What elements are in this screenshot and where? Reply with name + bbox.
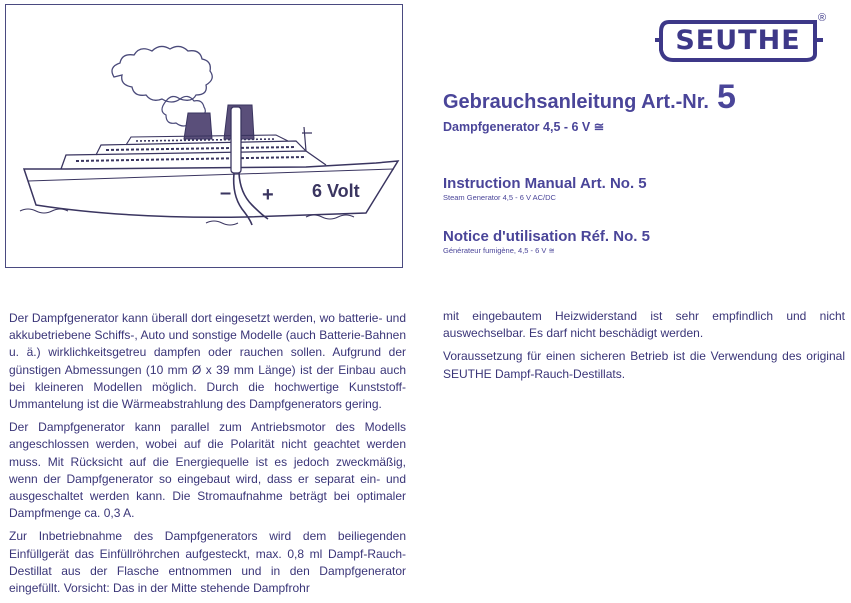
minus-label: –: [220, 182, 232, 204]
ship-illustration: [5, 4, 403, 268]
french-subtitle: Générateur fumigène, 4,5 - 6 V ≅: [443, 246, 555, 255]
left-paragraph-2: Der Dampfgenerator kann parallel zum Antriebsmotor des Modells angeschlossen werden, wobei auf die Polarität nicht geachtet werden muss. Mit Rücksicht auf die Energiequelle ist es jedoch zweckmäßig, wenn der Dampfgenerator so eingebaut wird, dass er separat ein- und ausgeschaltet werden kann. Die Stromaufnahme beträgt bei optimaler Dampfmenge ca. 0,3 A.: [9, 420, 406, 521]
steam-ship-drawing: [6, 5, 404, 269]
main-heading: [443, 78, 736, 117]
plus-label: +: [262, 184, 274, 206]
right-column: [443, 308, 845, 389]
smoke-cloud-icon: [112, 46, 212, 102]
right-paragraph-2: Voraussetzung für einen sicheren Betrieb ist die Verwendung des original SEUTHE Dampf-Rauch-Destillats.: [443, 349, 845, 381]
heading-title: Gebrauchsanleitung Art.-Nr.: [443, 91, 709, 113]
heading-subtitle: Dampfgenerator 4,5 - 6 V ≅: [443, 120, 605, 134]
steam-generator-tube: [231, 107, 241, 173]
right-paragraph-1: mit eingebautem Heizwiderstand ist sehr empfindlich und nicht auswechselbar. Es darf nicht beschädigt werden.: [443, 309, 845, 341]
left-column: [9, 310, 406, 603]
logo-text: SEUTHE: [675, 24, 801, 56]
left-paragraph-3: Zur Inbetriebnahme des Dampfgenerators wird dem beiliegenden Einfüllgerät das Einfüllröhrchen aufgesteckt, max. 0,8 ml Dampf-Rauch-Destillat aus der Flasche entnommen und in den Dampfgenerator eingefüllt. Vorsicht: Das in der Mitte stehende Dampfrohr: [9, 529, 406, 596]
english-subtitle: Steam Generator 4,5 - 6 V AC/DC: [443, 193, 556, 202]
left-paragraph-1: Der Dampfgenerator kann überall dort eingesetzt werden, wo batterie- und akkubetriebene Schiffs-, Auto und sonstige Modelle (auch Batterie-Bahnen u. ä.) wirklichkeitsgetreu dampfen oder rauchen sollen. Aufgrund der günstigen Abmessungen (10 mm Ø x 39 mm Länge) ist der Einbau auch bei kleineren Modellen möglich. Durch die hochwertige Kunststoff-Ummantelung ist die Wärmeabstrahlung des Dampfgenerators gering.: [9, 311, 406, 412]
english-title: Instruction Manual Art. No. 5: [443, 175, 647, 192]
registered-mark: ®: [818, 12, 827, 24]
article-number: 5: [716, 78, 736, 116]
seuthe-logo: [655, 18, 825, 68]
french-title: Notice d'utilisation Réf. No. 5: [443, 228, 650, 245]
volt-label: 6 Volt: [312, 181, 360, 201]
